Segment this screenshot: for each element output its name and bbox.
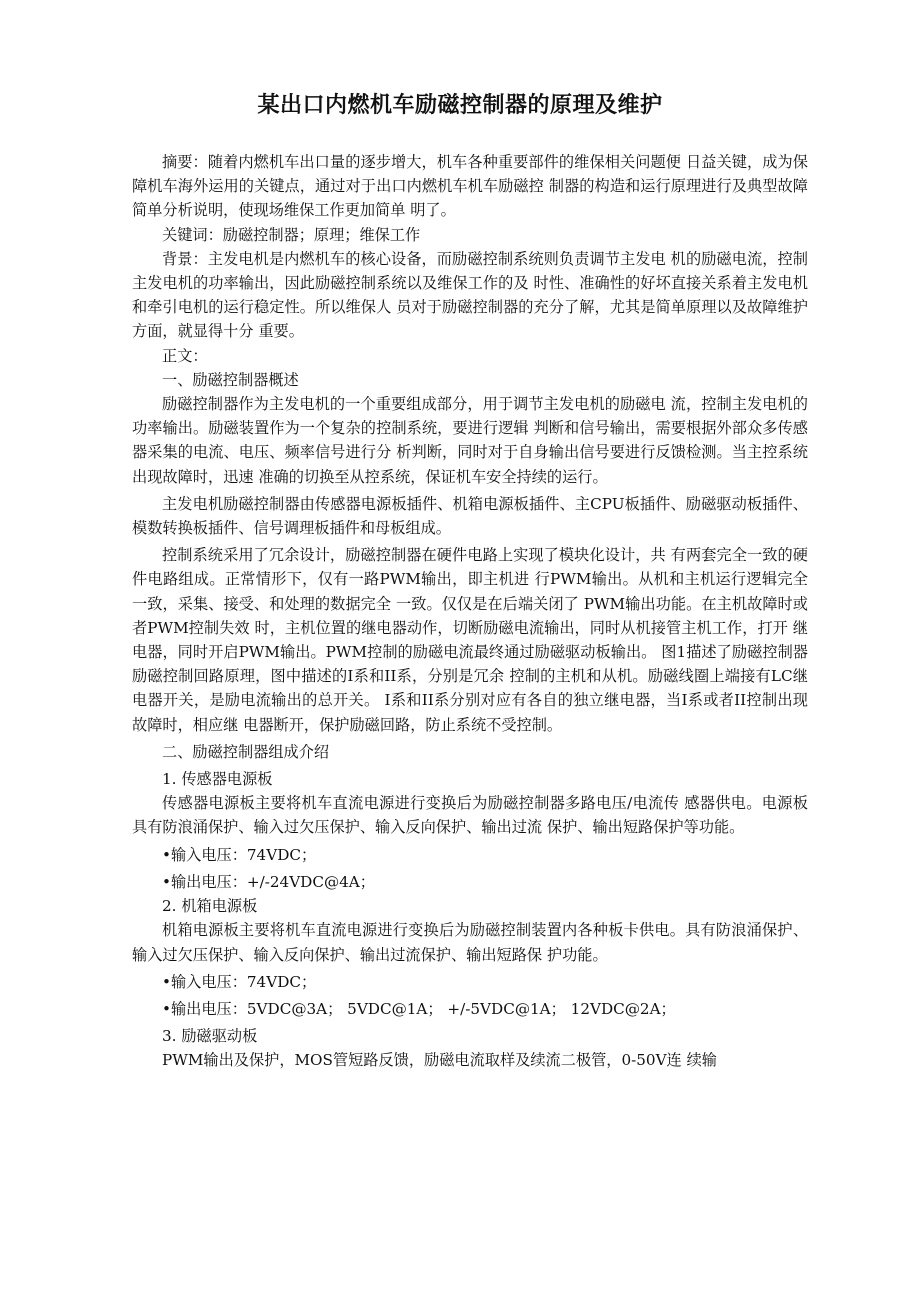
section-heading-components: 二、励磁控制器组成介绍 bbox=[162, 742, 330, 761]
chassis-power-input-voltage: •输入电压：74VDC； bbox=[162, 972, 317, 991]
subsection-heading-excitation-drive: 3. 励磁驱动板 bbox=[162, 1027, 258, 1046]
keywords-line: 关键词：励磁控制器；原理；维保工作 bbox=[162, 225, 421, 244]
overview-paragraph-2: 主发电机励磁控制器由传感器电源板插件、机箱电源板插件、主CPU板插件、励磁驱动板插件、模数转换板插件、信号调理板插件和母板组成。 bbox=[132, 494, 808, 538]
section-heading-overview: 一、励磁控制器概述 bbox=[162, 370, 299, 389]
excitation-drive-paragraph: PWM输出及保护，MOS管短路反馈，励磁电流取样及续流二极管，0-50V连 续输 bbox=[162, 1051, 717, 1070]
overview-paragraph-3: 控制系统采用了冗余设计，励磁控制器在硬件电路上实现了模块化设计，共 有两套完全一致的硬件电路组成。正常情形下，仅有一路PWM输出，即主机进 行PWM输出。从机和主机运行逻辑完全一致，采集、接受、和处理的数据完全 一致。仅仅是在后端关闭了 PWM输出功能。在主机故障时或者PWM控制失效 时，主机位置的继电器动作，切断励磁电流输出，同时从机接管主机工作，打开 继电器，同时开启PWM输出。PWM控制的励磁电流最终通过励磁驱动板输出。 图1描述了励磁控制器励磁控制回路原理，图中描述的I系和II系，分别是冗余 控制的主机和从机。励磁线圈上端接有LC继电器开关，是励电流输出的总开关。 I系和II系分别对应有各自的独立继电器，当I系或者II控制出现故障时，相应继 电器断开，保护励磁回路，防止系统不受控制。 bbox=[132, 546, 808, 734]
sensor-power-paragraph: 传感器电源板主要将机车直流电源进行变换后为励磁控制器多路电压/电流传 感器供电。电源板具有防浪涌保护、输入过欠压保护、输入反向保护、输出过流 保护、输出短路保护等功能。 bbox=[132, 794, 808, 837]
background-paragraph: 背景：主发电机是内燃机车的核心设备，而励磁控制系统则负责调节主发电 机的励磁电流，控制主发电机的功率输出，因此励磁控制系统以及维保工作的及 时性、准确性的好坏直接关系着主发电机和牵引电机的运行稳定性。所以维保人 员对于励磁控制器的充分了解，尤其是简单原理以及故障维护方面，就显得十分 重要。 bbox=[132, 249, 808, 341]
main-text-label: 正文： bbox=[162, 346, 208, 365]
chassis-power-output-voltage: •输出电压：5VDC@3A； 5VDC@1A； +/-5VDC@1A； 12VDC@2A； bbox=[162, 999, 676, 1018]
chassis-power-paragraph: 机箱电源板主要将机车直流电源进行变换后为励磁控制装置内各种板卡供电。具有防浪涌保护、输入过欠压保护、输入反向保护、输出过流保护、输出短路保 护功能。 bbox=[132, 921, 808, 964]
overview-paragraph-1: 励磁控制器作为主发电机的一个重要组成部分，用于调节主发电机的励磁电 流，控制主发电机的功率输出。励磁装置作为一个复杂的控制系统，要进行逻辑 判断和信号输出，需要根据外部众多传感器采集的电流、电压、频率信号进行分 析判断，同时对于自身输出信号要进行反馈检测。当主控系统出现故障时，迅速 准确的切换至从控系统，保证机车安全持续的运行。 bbox=[132, 395, 808, 486]
document-title: 某出口内燃机车励磁控制器的原理及维护 bbox=[257, 93, 663, 118]
sensor-power-output-voltage: •输出电压：+/-24VDC@4A； bbox=[162, 872, 375, 891]
subsection-heading-sensor-power: 1. 传感器电源板 bbox=[162, 770, 273, 789]
abstract-paragraph: 摘要：随着内燃机车出口量的逐步增大，机车各种重要部件的维保相关问题便 日益关键，成为保障机车海外运用的关键点，通过对于出口内燃机车机车励磁控 制器的构造和运行原理进行及典型故障简单分析说明，使现场维保工作更加简单 明了。 bbox=[132, 153, 808, 220]
subsection-heading-chassis-power: 2. 机箱电源板 bbox=[162, 897, 258, 916]
document-body bbox=[132, 150, 808, 1073]
sensor-power-input-voltage: •输入电压：74VDC； bbox=[162, 845, 317, 864]
